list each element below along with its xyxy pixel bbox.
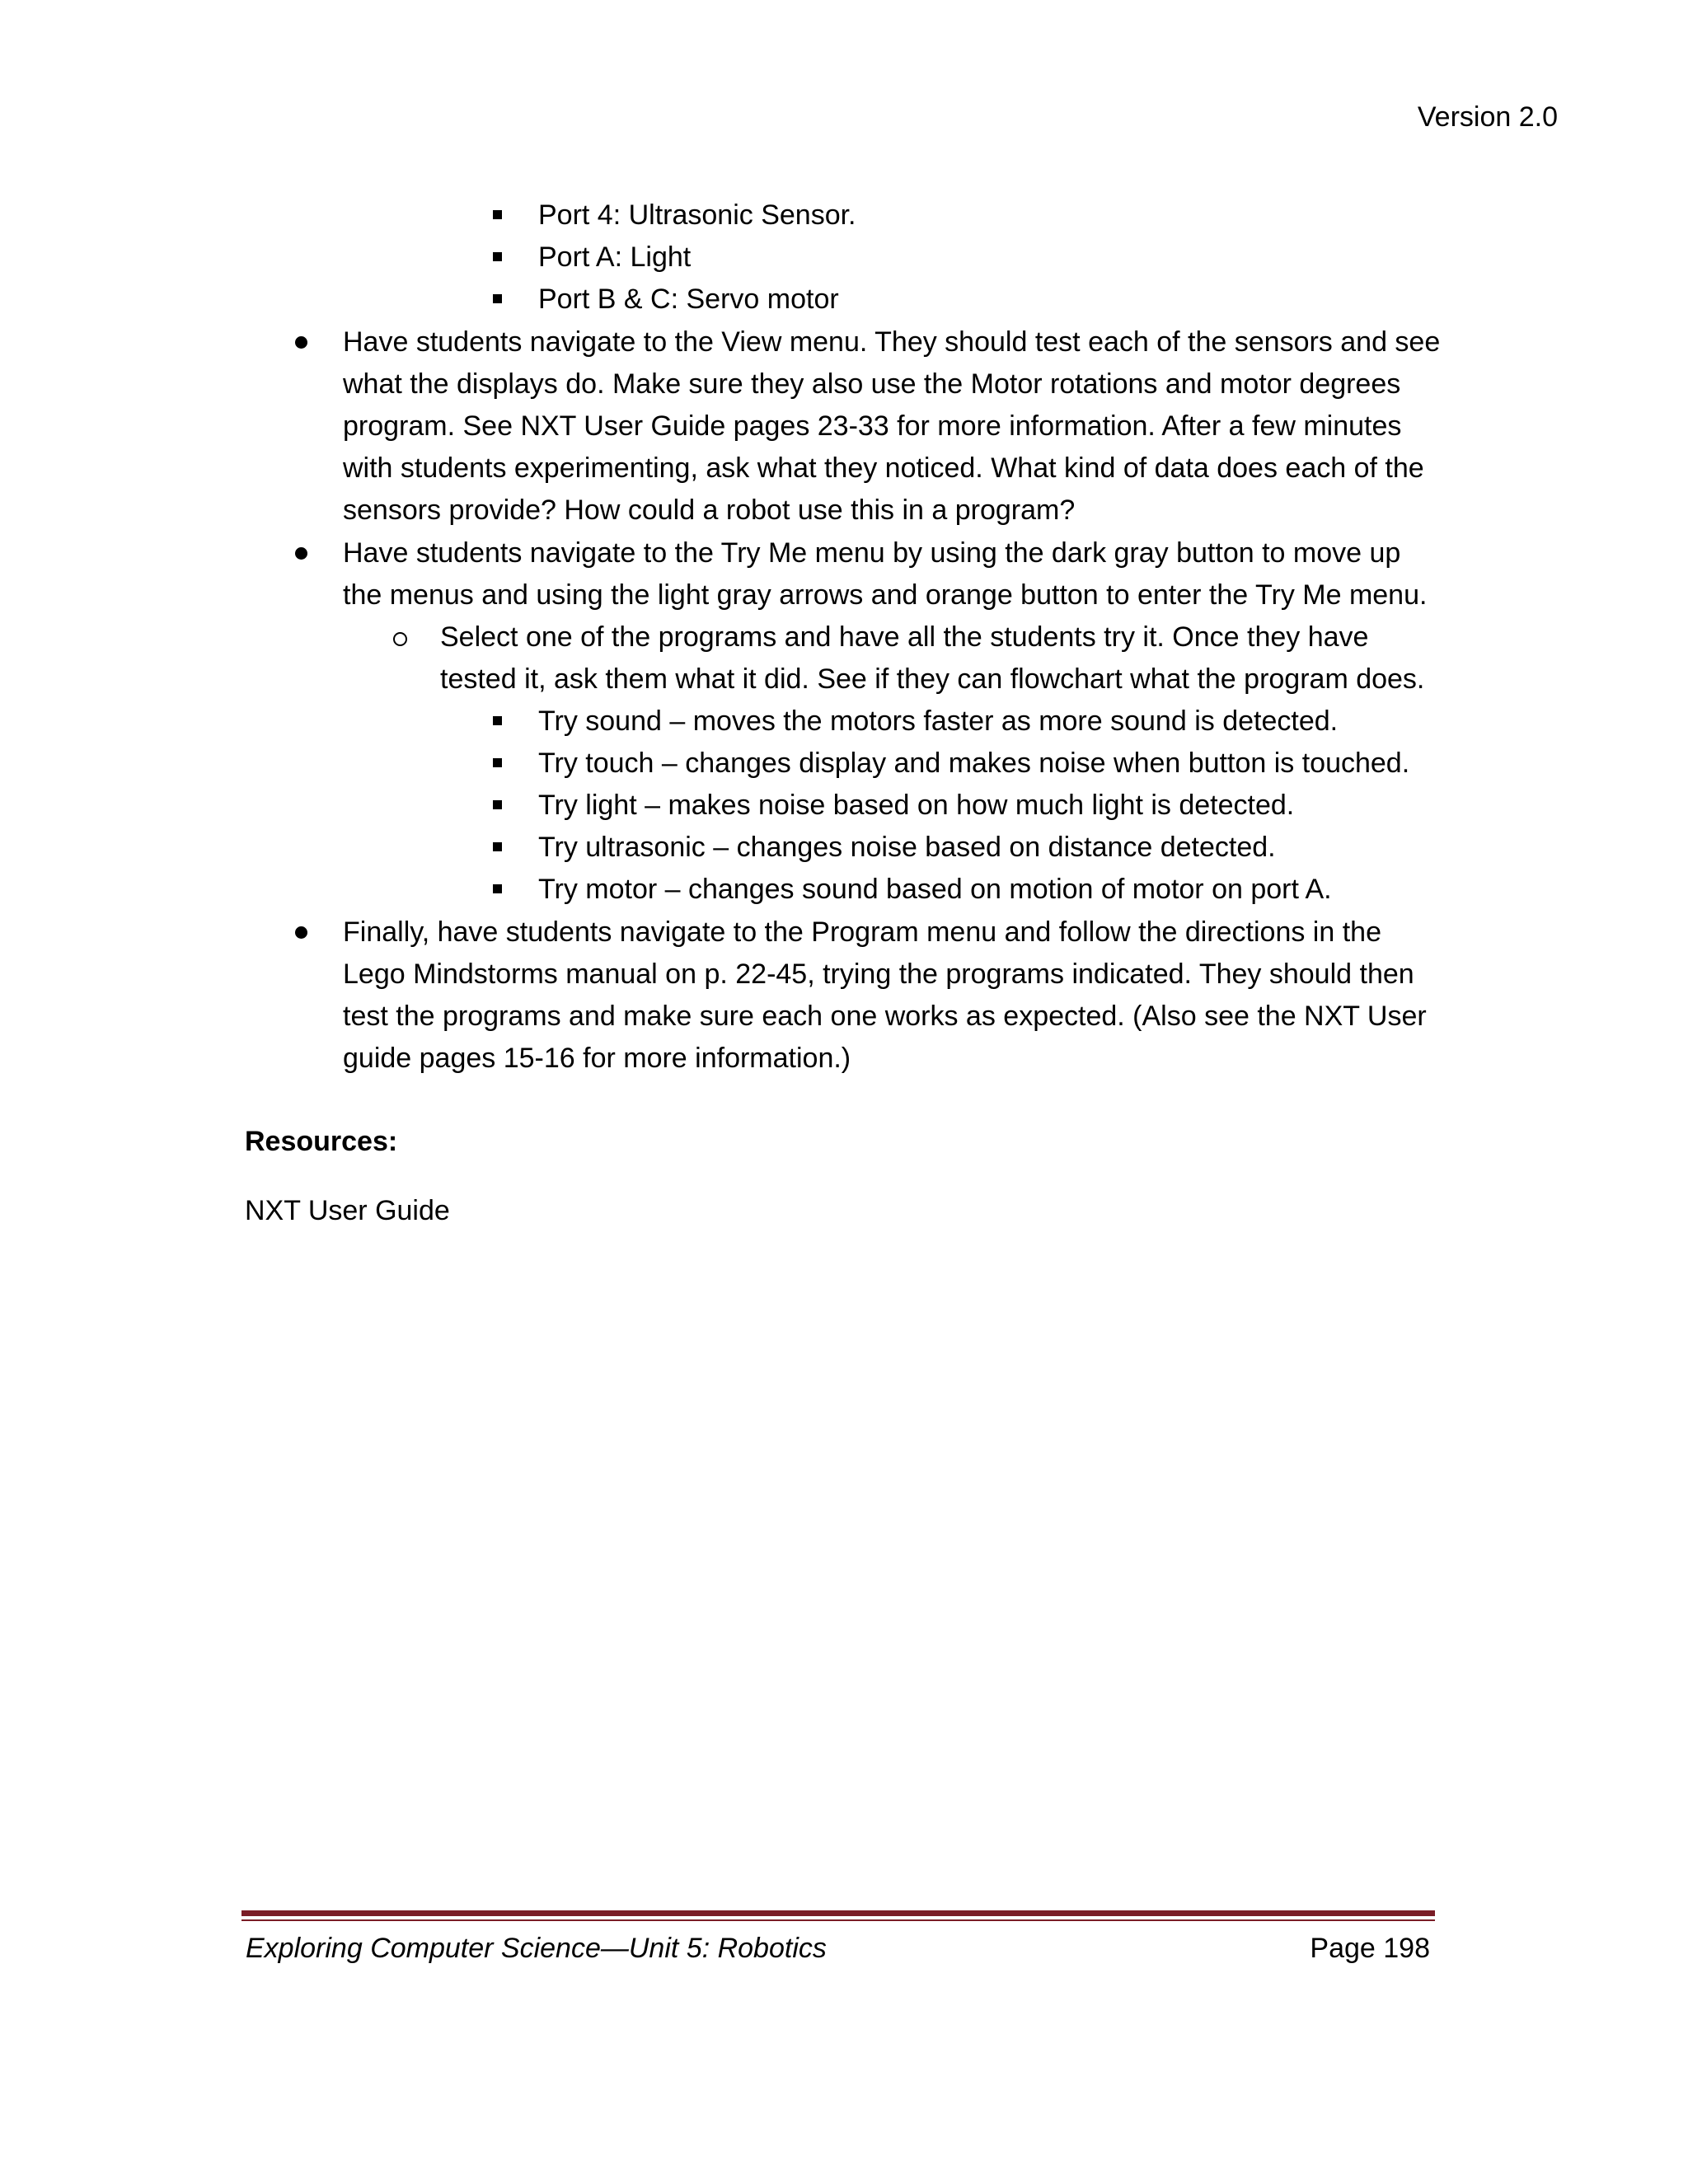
bullet1-line: program. See NXT User Guide pages 23-33 for more information. After a few minutes — [343, 410, 1402, 442]
bullet1-line: with students experimenting, ask what they noticed. What kind of data does each of the — [343, 452, 1424, 484]
square-bullet-icon — [493, 716, 502, 725]
circle-bullet-icon — [393, 632, 407, 646]
resources-item: NXT User Guide — [245, 1195, 450, 1226]
square-bullet-icon — [493, 758, 502, 767]
resources-heading: Resources: — [245, 1126, 398, 1157]
square-bullet-icon — [493, 884, 502, 893]
bullet1-line: Have students navigate to the View menu. They should test each of the sensors and see — [343, 326, 1441, 358]
try-item: Try ultrasonic – changes noise based on distance detected. — [538, 832, 1276, 863]
square-bullet-icon — [493, 252, 502, 261]
round-bullet-icon — [295, 926, 307, 939]
bullet3-line: Lego Mindstorms manual on p. 22-45, trying the programs indicated. They should then — [343, 958, 1414, 990]
bullet1-line: sensors provide? How could a robot use this in a program? — [343, 494, 1076, 526]
round-bullet-icon — [295, 336, 307, 349]
try-item: Try sound – moves the motors faster as more sound is detected. — [538, 705, 1339, 737]
square-bullet-icon — [493, 210, 502, 219]
sub-bullet-line: tested it, ask them what it did. See if they can flowchart what the program does. — [440, 663, 1425, 695]
port-item: Port B & C: Servo motor — [538, 284, 839, 315]
square-bullet-icon — [493, 800, 502, 809]
version-label: Version 2.0 — [1417, 101, 1558, 133]
try-item: Try light – makes noise based on how much light is detected. — [538, 790, 1295, 821]
sub-bullet-line: Select one of the programs and have all the students try it. Once they have — [440, 621, 1369, 653]
footer-title: Exploring Computer Science—Unit 5: Robotics — [246, 1933, 827, 1964]
bullet2-line: Have students navigate to the Try Me menu by using the dark gray button to move up — [343, 537, 1401, 569]
bullet2-line: the menus and using the light gray arrows and orange button to enter the Try Me menu. — [343, 579, 1428, 611]
bullet3-line: test the programs and make sure each one works as expected. (Also see the NXT User — [343, 1001, 1427, 1032]
square-bullet-icon — [493, 294, 502, 303]
square-bullet-icon — [493, 842, 502, 851]
bullet3-line: Finally, have students navigate to the Program menu and follow the directions in the — [343, 916, 1381, 948]
try-item: Try motor – changes sound based on motion of motor on port A. — [538, 874, 1332, 905]
footer-rule — [241, 1910, 1435, 1916]
port-item: Port A: Light — [538, 241, 692, 273]
bullet1-line: what the displays do. Make sure they also use the Motor rotations and motor degrees — [343, 368, 1401, 400]
page-number: Page 198 — [1310, 1933, 1430, 1964]
bullet3-line: guide pages 15-16 for more information.) — [343, 1043, 851, 1074]
port-item: Port 4: Ultrasonic Sensor. — [538, 199, 856, 231]
footer-rule-thin — [241, 1919, 1435, 1921]
try-item: Try touch – changes display and makes noise when button is touched. — [538, 748, 1410, 779]
round-bullet-icon — [295, 547, 307, 560]
